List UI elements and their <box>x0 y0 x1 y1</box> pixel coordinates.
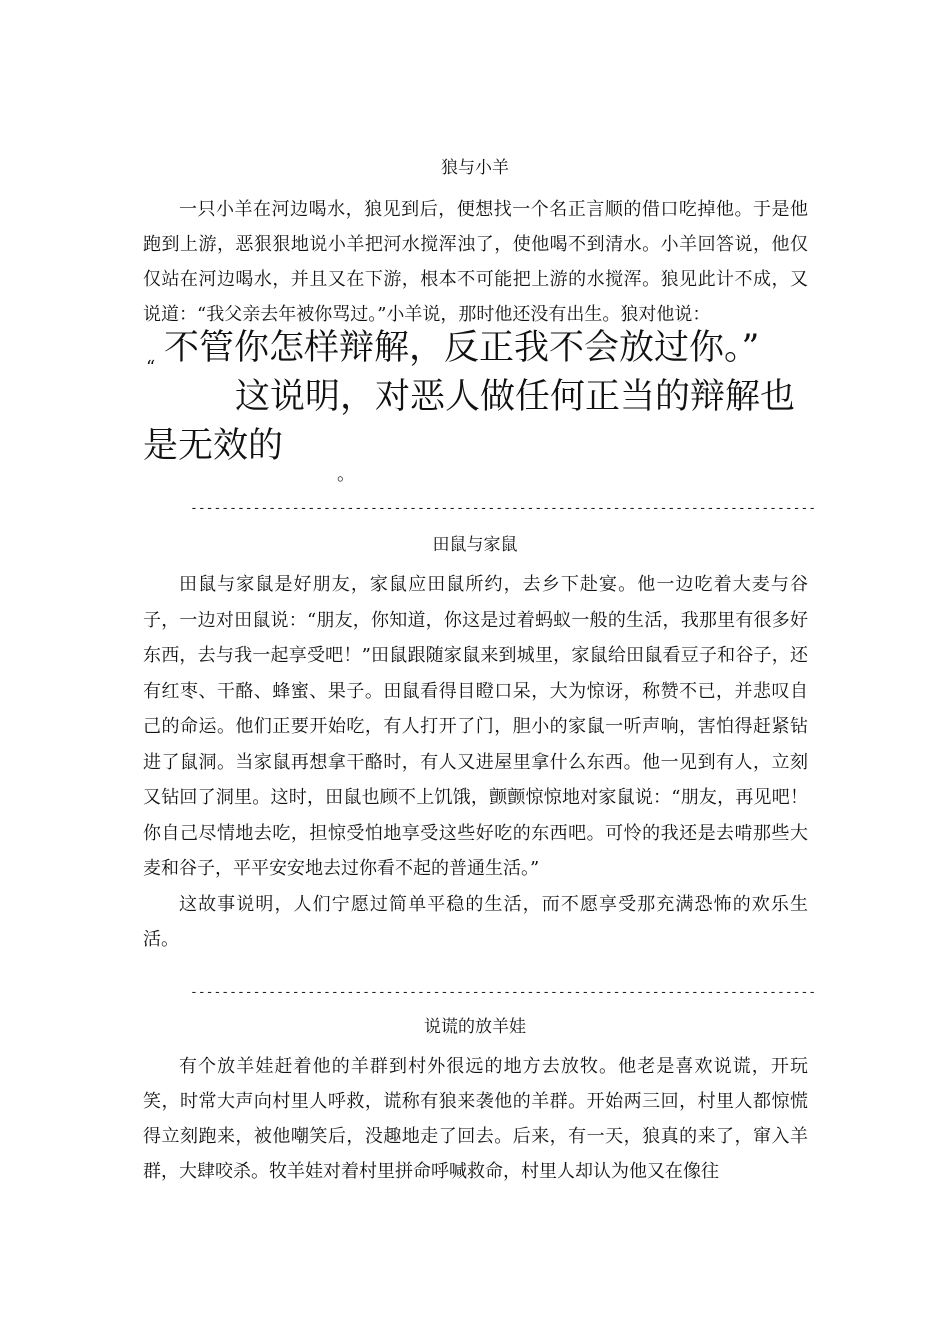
section-divider: -------------------------------------------------------------------------------- <box>190 985 817 1000</box>
section-divider: -------------------------------------------------------------------------------- <box>190 501 817 516</box>
opening-quote-mark: “ <box>146 357 156 378</box>
story-paragraph-wolf-and-lamb <box>143 192 808 332</box>
moral-text: 这说明，对恶人做任何正当的辩解也是无效的 <box>143 377 796 466</box>
story-body-mice <box>143 567 808 958</box>
paragraph-text: 田鼠与家鼠是好朋友，家鼠应田鼠所约，去乡下赴宴。他一边吃着大麦与谷子，一边对田鼠说：“朋友，你知道，你这是过着蚂蚁一般的生活，我那里有很多好东西，去与我一起享受吧！”田鼠跟随家鼠来到城里，家鼠给田鼠看豆子和谷子，还有红枣、干酪、蜂蜜、果子。田鼠看得目瞪口呆，大为惊讶，称赞不已，并悲叹自己的命运。他们正要开始吃，有人打开了门，胆小的家鼠一听声响，害怕得赶紧钻进了鼠洞。当家鼠再想拿干酪时，有人又进屋里拿什么东西。他一见到有人，立刻又钻回了洞里。这时，田鼠也顾不上饥饿，颤颤惊惊地对家鼠说：“朋友，再见吧！你自己尽情地去吃，担惊受怕地享受这些好吃的东西吧。可怜的我还是去啃那些大麦和谷子，平平安安地去过你看不起的普通生活。” <box>143 574 808 879</box>
story-title-wolf-and-lamb: 狼与小羊 <box>441 158 509 178</box>
story-title-lying-shepherd-boy: 说谎的放羊娃 <box>424 1017 526 1037</box>
story-body-shepherd <box>143 1049 808 1197</box>
paragraph-text: 有个放羊娃赶着他的羊群到村外很远的地方去放牧。他老是喜欢说谎，开玩笑，时常大声向村里人呼救，谎称有狼来袭他的羊群。开始两三回，村里人都惊慌得立刻跑来，被他嘲笑后，没趣地走了回去。后来，有一天，狼真的来了，窜入羊群，大肆咬杀。牧羊娃对着村里拼命呼喊救命，村里人却认为他又在像往 <box>143 1056 808 1182</box>
large-moral-text <box>143 373 808 471</box>
period-mark: 。 <box>337 464 355 485</box>
story-title-field-mouse-and-house-mouse: 田鼠与家鼠 <box>432 535 518 555</box>
paragraph-moral: 这故事说明，人们宁愿过简单平稳的生活，而不愿享受那充满恐怖的欢乐生活。 <box>143 893 808 950</box>
paragraph-text: 一只小羊在河边喝水，狼见到后，便想找一个名正言顺的借口吃掉他。于是他跑到上游，恶狠狠地说小羊把河水搅浑浊了，使他喝不到清水。小羊回答说，他仅仅站在河边喝水，并且又在下游，根本不可能把上游的水搅浑。狼见此计不成，又说道：“我父亲去年被你骂过。”小羊说，那时他还没有出生。狼对他说： <box>143 199 808 325</box>
large-quote-text: 不管你怎样辩解，反正我不会放过你。” <box>164 328 760 368</box>
